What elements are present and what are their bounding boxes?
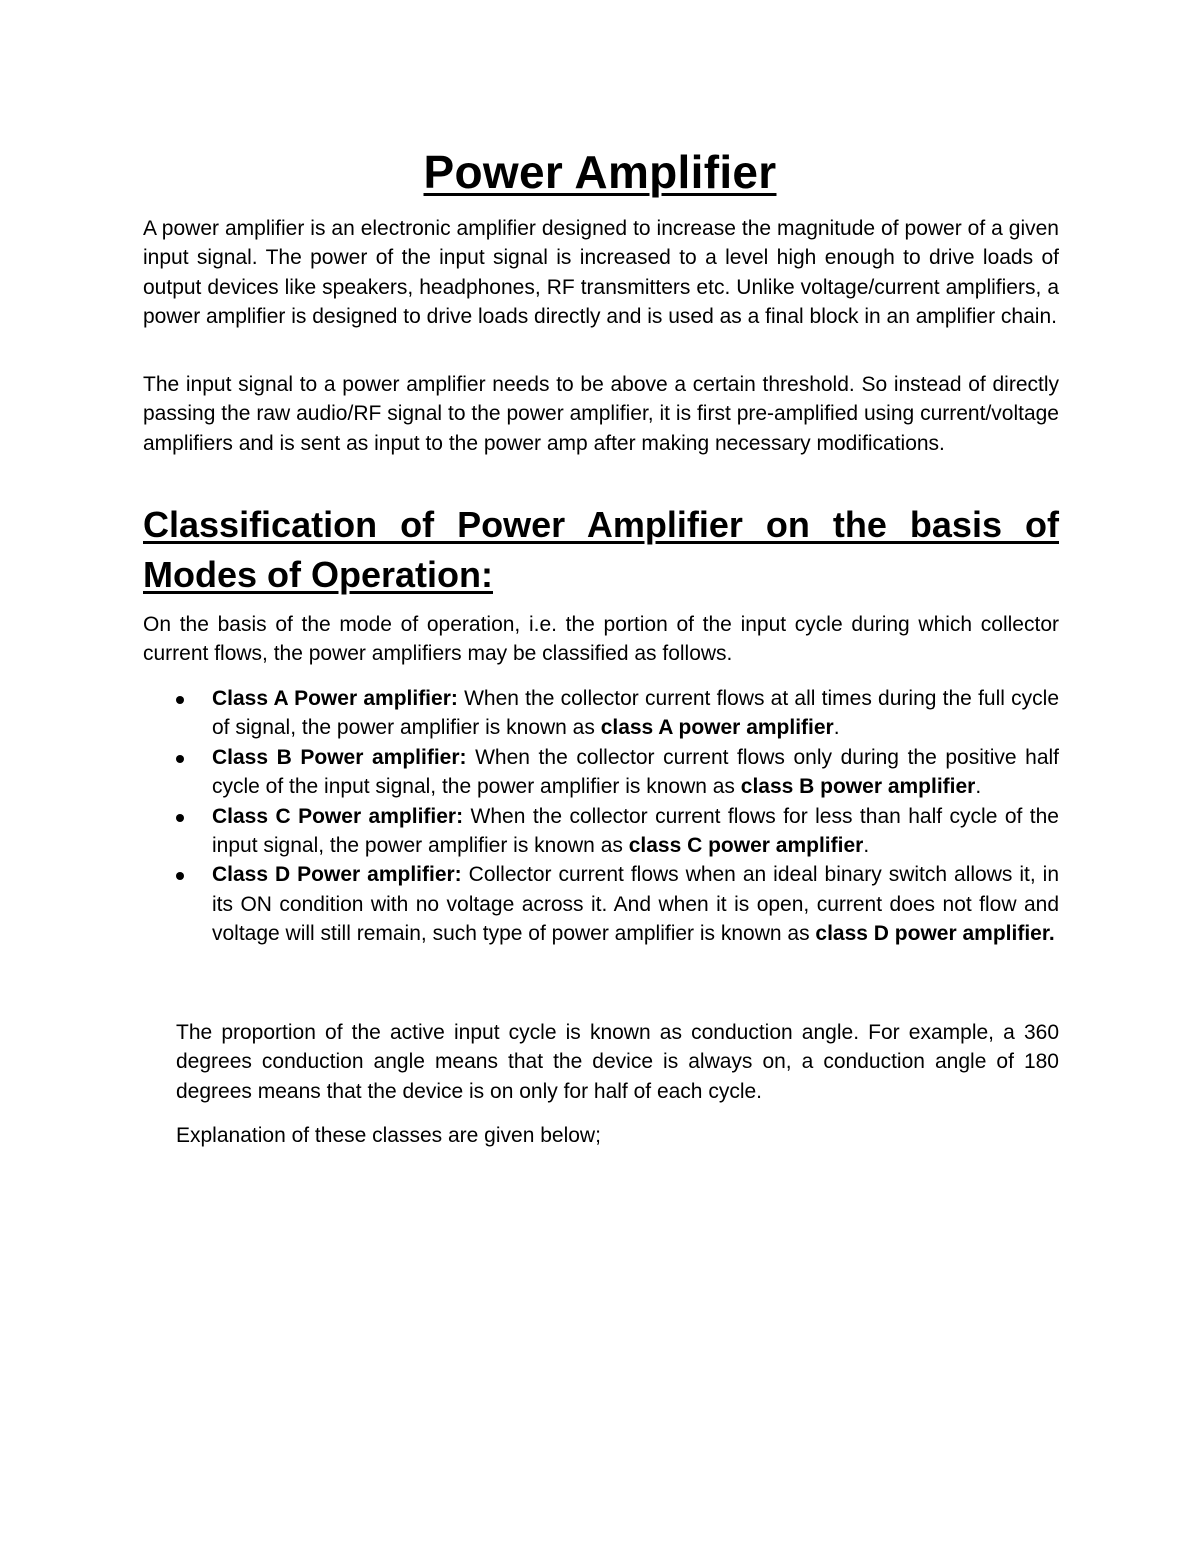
class-label: Class A Power amplifier: bbox=[212, 687, 458, 710]
class-description-end: . bbox=[975, 775, 982, 799]
intro-paragraph: A power amplifier is an electronic amplifier designed to increase the magnitude of power of a given input signal. The power of the input signal is increased to a level high enough to drive loads of output devices like speakers, headphones, RF transmitters etc. Unlike voltage/current amplifiers, a power amplifier is designed to drive loads directly and is used as a final block in an amplifier chain. bbox=[143, 217, 1059, 329]
class-description: When the collector current flows for less than half cycle of the input signal, the power amplifier is known as bbox=[212, 804, 1059, 858]
classification-intro-paragraph: On the basis of the mode of operation, i.e. the portion of the input cycle during which collector current flows, the power amplifiers may be classified as follows. bbox=[143, 613, 1059, 666]
class-term: class B power amplifier bbox=[740, 775, 976, 799]
bullet-icon bbox=[176, 814, 184, 822]
class-term: class D power amplifier. bbox=[815, 922, 1055, 946]
class-description: Collector current flows when an ideal binary switch allows it, in its ON condition with no voltage across it. And when it is open, current does not flow and voltage will still remain, such type of power amplifier is known as bbox=[212, 863, 1060, 946]
class-label: Class B Power amplifier: bbox=[212, 745, 467, 769]
conduction-angle-paragraph: The proportion of the active input cycle is known as conduction angle. For example, a 360 degrees conduction angle means that the device is always on, a conduction angle of 180 degrees means that the device is on only for half of each cycle. bbox=[176, 1021, 1059, 1103]
bullet-icon bbox=[176, 872, 184, 880]
list-item-class-b bbox=[143, 743, 1059, 802]
section-heading: Classification of Power Amplifier on the basis of Modes of Operation: bbox=[143, 504, 1059, 595]
bullet-icon bbox=[176, 755, 184, 763]
threshold-paragraph: The input signal to a power amplifier needs to be above a certain threshold. So instead of directly passing the raw audio/RF signal to the power amplifier, it is first pre-amplified using current/voltage amplifiers and is sent as input to the power amp after making necessary modifications. bbox=[143, 373, 1059, 455]
list-item-class-d bbox=[143, 860, 1059, 948]
class-term: class A power amplifier bbox=[600, 716, 834, 740]
class-description-end: . bbox=[833, 716, 840, 740]
list-item-class-c bbox=[143, 802, 1059, 861]
class-description: When the collector current flows only during the positive half cycle of the input signal, the power amplifier is known as bbox=[212, 745, 1060, 799]
class-description: When the collector current flows at all times during the full cycle of signal, the power amplifier is known as bbox=[212, 687, 1059, 740]
page-title: Power Amplifier bbox=[423, 146, 777, 198]
list-item-class-a bbox=[143, 684, 1059, 743]
amplifier-class-list bbox=[143, 684, 1059, 949]
closing-line: Explanation of these classes are given below; bbox=[176, 1124, 601, 1147]
class-label: Class D Power amplifier: bbox=[212, 863, 462, 887]
bullet-icon bbox=[176, 696, 184, 704]
class-label: Class C Power amplifier: bbox=[212, 804, 464, 828]
class-description-end: . bbox=[863, 834, 870, 858]
class-term: class C power amplifier bbox=[628, 834, 864, 858]
